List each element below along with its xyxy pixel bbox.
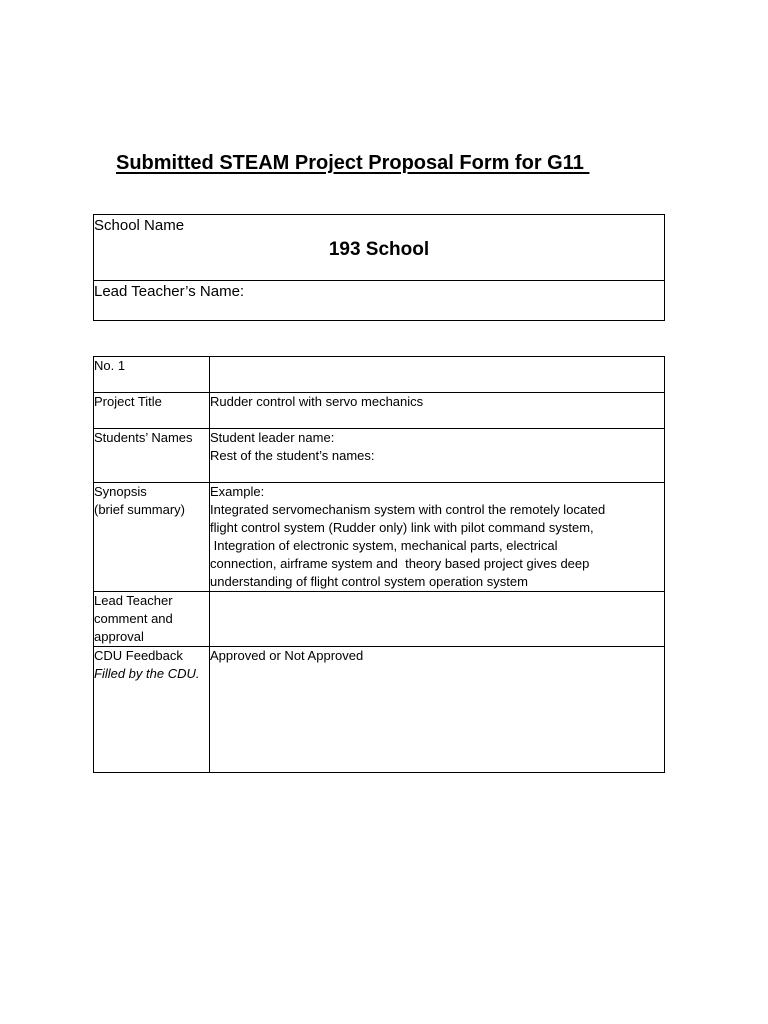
students-row [94, 429, 665, 483]
synopsis-line: Integrated servomechanism system with control the remotely located [210, 502, 606, 517]
cdu-feedback-value: Approved or Not Approved [210, 647, 665, 773]
form-title: Submitted STEAM Project Proposal Form for G11 [116, 152, 590, 174]
number-label: No. 1 [94, 357, 210, 393]
lead-comment-value [210, 592, 665, 647]
synopsis-line: connection, airframe system and theory based project gives deep [210, 556, 590, 571]
synopsis-row [94, 483, 665, 592]
school-info-table [93, 214, 665, 321]
student-rest-label: Rest of the student’s names: [210, 448, 375, 463]
project-title-label: Project Title [94, 393, 210, 429]
lead-comment-label: Lead Teacher [94, 593, 173, 608]
lead-teacher-cell [94, 281, 665, 321]
cdu-label-cell [94, 647, 210, 773]
lead-comment-row [94, 592, 665, 647]
cdu-feedback-row [94, 647, 665, 773]
lead-teacher-row [94, 281, 665, 321]
number-value [210, 357, 665, 393]
lead-comment-label: comment and [94, 611, 173, 626]
project-title-value: Rudder control with servo mechanics [210, 393, 665, 429]
lead-comment-label: approval [94, 629, 144, 644]
synopsis-line: Example: [210, 484, 265, 499]
synopsis-label: Synopsis [94, 484, 147, 499]
students-cell [210, 429, 665, 483]
school-name-label: School Name [94, 217, 185, 234]
synopsis-line: flight control system (Rudder only) link with pilot command system, [210, 520, 594, 535]
school-name-row [94, 215, 665, 281]
proposal-table [93, 356, 665, 773]
school-name-value: 193 School [328, 239, 430, 260]
synopsis-text [210, 483, 665, 592]
lead-comment-label-cell [94, 592, 210, 647]
synopsis-sublabel: (brief summary) [94, 502, 186, 517]
synopsis-line: understanding of flight control system operation system [210, 574, 528, 589]
school-name-cell [94, 215, 665, 281]
synopsis-line: Integration of electronic system, mechanical parts, electrical [210, 538, 558, 553]
cdu-note: Filled by the CDU. [94, 666, 200, 681]
students-label: Students’ Names [94, 429, 210, 483]
project-title-row [94, 393, 665, 429]
synopsis-label-cell [94, 483, 210, 592]
lead-teacher-label: Lead Teacher’s Name: [94, 283, 245, 300]
number-row [94, 357, 665, 393]
student-leader-label: Student leader name: [210, 430, 335, 445]
cdu-feedback-label: CDU Feedback [94, 648, 183, 663]
